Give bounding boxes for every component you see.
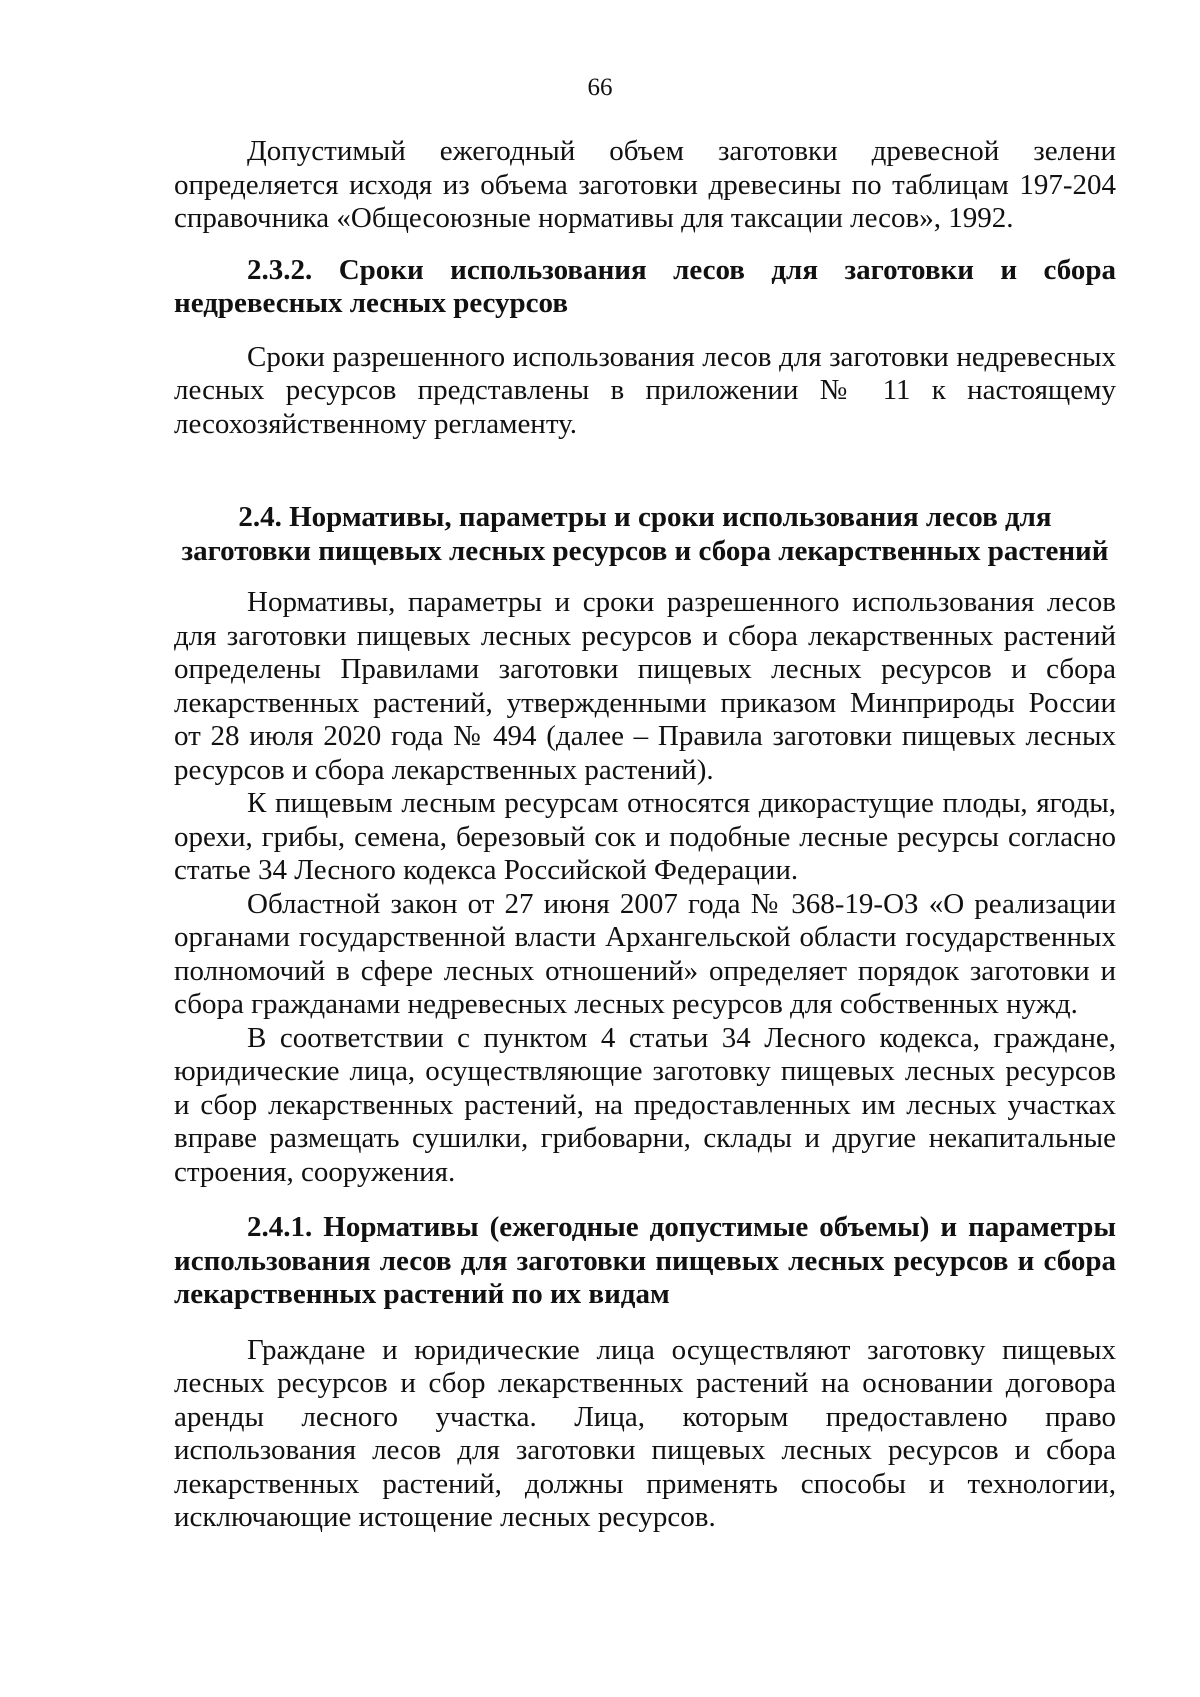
section-2-4-paragraph-1: Нормативы, параметры и сроки разрешенного использования лесов для заготовки пищевых лесных ресурсов и сбора лекарственных растений определены Правилами заготовки пищевых лесных ресурсов и сбора лекарственных растений, утвержденными приказом Минприроды России от 28 июля 2020 года № 494 (далее – Правила заготовки пищевых лесных ресурсов и сбора лекарственных растений). xyxy=(174,586,1116,786)
intro-paragraph: Допустимый ежегодный объем заготовки древесной зелени определяется исходя из объема заготовки древесины по таблицам 197-204 справочника «Общесоюзные нормативы для таксации лесов», 1992. xyxy=(174,135,1116,234)
section-2-4-paragraph-2: К пищевым лесным ресурсам относятся дикорастущие плоды, ягоды, орехи, грибы, семена, березовый сок и подобные лесные ресурсы согласно статье 34 Лесного кодекса Российской Федерации. xyxy=(174,787,1116,886)
page-number: 66 xyxy=(587,74,613,101)
section-2-3-2-heading: 2.3.2. Сроки использования лесов для заготовки и сбора недревесных лесных ресурсов xyxy=(174,253,1116,319)
section-2-4-paragraph-4: В соответствии с пунктом 4 статьи 34 Лесного кодекса, граждане, юридические лица, осуществляющие заготовку пищевых лесных ресурсов и сбор лекарственных растений, на предоставленных им лесных участках вправе размещать сушилки, грибоварни, склады и другие некапитальные строения, сооружения. xyxy=(174,1021,1116,1188)
section-2-4-1-heading: 2.4.1. Нормативы (ежегодные допустимые объемы) и параметры использования лесов для заготовки пищевых лесных ресурсов и сбора лекарственных растений по их видам xyxy=(174,1211,1116,1310)
section-2-3-2-paragraph: Сроки разрешенного использования лесов для заготовки недревесных лесных ресурсов представлены в приложении № 11 к настоящему лесохозяйственному регламенту. xyxy=(174,340,1116,440)
section-2-4-paragraph-3: Областной закон от 27 июня 2007 года № 368-19-ОЗ «О реализации органами государственной власти Архангельской области государственных полномочий в сфере лесных отношений» определяет порядок заготовки и сбора гражданами недревесных лесных ресурсов для собственных нужд. xyxy=(174,887,1116,1020)
section-2-4-1-paragraph: Граждане и юридические лица осуществляют заготовку пищевых лесных ресурсов и сбор лекарственных растений на основании договора аренды лесного участка. Лица, которым предоставлено право использования лесов для заготовки пищевых лесных ресурсов и сбора лекарственных растений, должны применять способы и технологии, исключающие истощение лесных ресурсов. xyxy=(174,1333,1116,1533)
page-content xyxy=(174,135,1116,1535)
section-2-4-heading: 2.4. Нормативы, параметры и сроки использования лесов для заготовки пищевых лесных ресурсов и сбора лекарственных растений xyxy=(181,501,1109,567)
